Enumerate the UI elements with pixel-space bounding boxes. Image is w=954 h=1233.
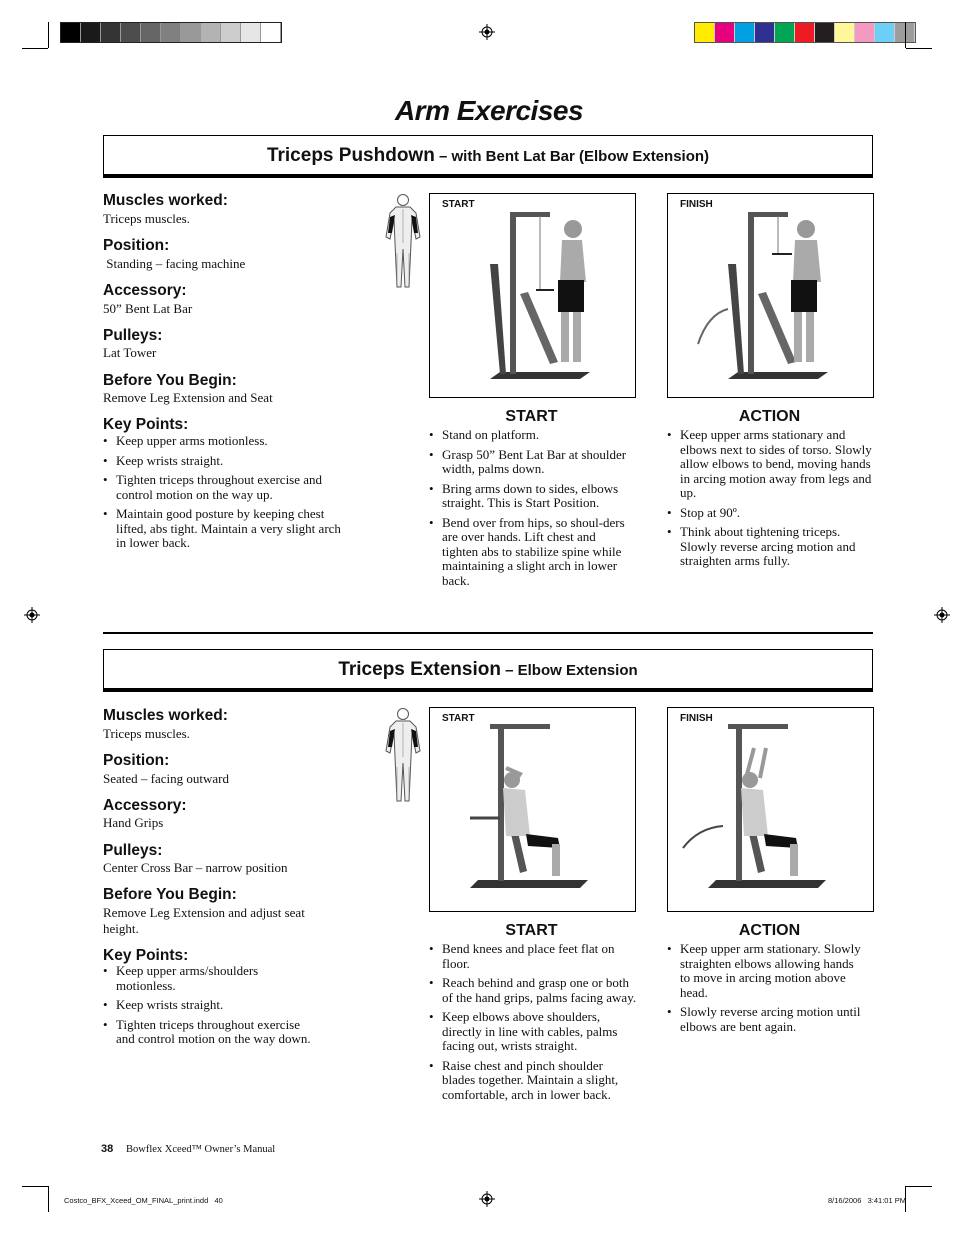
position-label: Position:	[103, 752, 170, 769]
file-slug: Costco_BFX_Xceed_OM_FINAL_print.indd 40	[64, 1196, 223, 1205]
section-divider	[103, 632, 873, 634]
color-swatch	[855, 23, 875, 42]
crop-mark	[22, 48, 48, 49]
manual-title: Bowflex Xceed™ Owner’s Manual	[126, 1144, 276, 1155]
start-steps-list	[429, 428, 629, 593]
section-title: Triceps Extension	[338, 659, 501, 680]
color-bar	[694, 22, 916, 43]
section-header-triceps-pushdown	[103, 135, 873, 175]
registration-mark-icon	[479, 1191, 495, 1207]
action-heading: ACTION	[738, 922, 801, 939]
crop-mark	[906, 1186, 932, 1187]
exercise-start-illustration	[430, 194, 635, 397]
action-steps-list	[667, 942, 867, 1039]
key-point: • Keep wrists straight.	[103, 454, 348, 469]
action-heading: ACTION	[738, 408, 801, 425]
section-title: Triceps Pushdown	[266, 145, 435, 166]
key-points-list	[103, 434, 348, 556]
color-swatch	[61, 23, 81, 42]
crop-mark	[905, 22, 906, 48]
color-swatch	[775, 23, 795, 42]
action-step: • Think about tightening triceps. Slowly reverse arcing motion and straighten arms fully.	[667, 525, 872, 569]
start-step: • Raise chest and pinch shoulder blades together. Maintain a slight, comfortable, arch in lower back.	[429, 1059, 639, 1103]
key-point: • Tighten triceps throughout exercise and control motion on the way down.	[103, 1018, 313, 1047]
accessory-label: Accessory:	[103, 797, 187, 814]
print-timestamp: 8/16/2006 3:41:01 PM	[828, 1196, 906, 1205]
color-swatch	[141, 23, 161, 42]
color-swatch	[81, 23, 101, 42]
color-swatch	[161, 23, 181, 42]
section-subtitle: – with Bent Lat Bar (Elbow Extension)	[434, 148, 710, 165]
color-swatch	[815, 23, 835, 42]
color-swatch	[735, 23, 755, 42]
color-swatch	[755, 23, 775, 42]
crop-mark	[48, 1186, 49, 1212]
start-step: • Grasp 50” Bent Lat Bar at shoulder width, palms down.	[429, 448, 629, 477]
start-steps-list	[429, 942, 639, 1107]
key-point: • Maintain good posture by keeping chest lifted, abs tight. Maintain a very slight arch in lower back.	[103, 507, 348, 551]
key-point: • Keep upper arms motionless.	[103, 434, 348, 449]
crop-mark	[906, 48, 932, 49]
position-value: Standing – facing machine	[103, 256, 246, 271]
before-you-begin-value: Remove Leg Extension and Seat	[103, 390, 273, 405]
start-step: • Bend knees and place feet flat on floor.	[429, 942, 639, 971]
start-step: • Bend over from hips, so shoul-ders are over hands. Lift chest and tighten abs to stabilize spine while maintaining a slight arch in lower back.	[429, 516, 629, 589]
start-photo	[429, 707, 636, 912]
color-swatch	[875, 23, 895, 42]
registration-mark-icon	[479, 24, 495, 40]
pulleys-value: Lat Tower	[103, 345, 157, 360]
pulleys-label: Pulleys:	[103, 327, 163, 344]
action-step: • Keep upper arm stationary. Slowly straighten elbows allowing hands to move in arcing motion above head.	[667, 942, 867, 1000]
registration-mark-icon	[24, 607, 40, 623]
start-step: • Bring arms down to sides, elbows straight. This is Start Position.	[429, 482, 629, 511]
start-heading: START	[505, 408, 558, 425]
photo-tag: START	[442, 713, 475, 724]
registration-mark-icon	[934, 607, 950, 623]
photo-tag: FINISH	[680, 713, 713, 724]
start-step: • Stand on platform.	[429, 428, 629, 443]
key-points-list	[103, 964, 313, 1052]
crop-mark	[22, 1186, 48, 1187]
grayscale-bar	[60, 22, 282, 43]
exercise-finish-illustration	[668, 708, 873, 911]
muscle-diagram-icon	[380, 707, 426, 805]
key-point: • Keep wrists straight.	[103, 998, 313, 1013]
muscles-label: Muscles worked:	[103, 192, 228, 209]
page-title: Arm Exercises	[394, 95, 584, 126]
action-step: • Slowly reverse arcing motion until elbows are bent again.	[667, 1005, 867, 1034]
color-swatch	[121, 23, 141, 42]
color-swatch	[835, 23, 855, 42]
pulleys-value: Center Cross Bar – narrow position	[103, 860, 288, 875]
muscles-value: Triceps muscles.	[103, 211, 190, 226]
photo-tag: START	[442, 199, 475, 210]
accessory-label: Accessory:	[103, 282, 187, 299]
start-step: • Reach behind and grasp one or both of the hand grips, palms facing away.	[429, 976, 639, 1005]
start-step: • Keep elbows above shoulders, directly in line with cables, palms facing out, wrists straight.	[429, 1010, 639, 1054]
key-points-label: Key Points:	[103, 947, 189, 964]
exercise-start-illustration	[430, 708, 635, 911]
position-value: Seated – facing outward	[103, 771, 229, 786]
key-point: • Tighten triceps throughout exercise and control motion on the way up.	[103, 473, 348, 502]
muscles-value: Triceps muscles.	[103, 726, 190, 741]
pulleys-label: Pulleys:	[103, 842, 163, 859]
before-you-begin-value: Remove Leg Extension and adjust seat height.	[103, 905, 305, 936]
accessory-value: 50” Bent Lat Bar	[103, 301, 193, 316]
start-heading: START	[505, 922, 558, 939]
color-swatch	[241, 23, 261, 42]
position-label: Position:	[103, 237, 170, 254]
color-swatch	[201, 23, 221, 42]
before-you-begin-label: Before You Begin:	[103, 886, 237, 903]
photo-tag: FINISH	[680, 199, 713, 210]
finish-photo	[667, 193, 874, 398]
color-swatch	[715, 23, 735, 42]
start-photo	[429, 193, 636, 398]
before-you-begin-label: Before You Begin:	[103, 372, 237, 389]
section-subtitle: – Elbow Extension	[500, 662, 638, 679]
color-swatch	[181, 23, 201, 42]
muscle-diagram-icon	[380, 193, 426, 291]
section-header-triceps-extension	[103, 649, 873, 689]
color-swatch	[695, 23, 715, 42]
key-point: • Keep upper arms/shoulders motionless.	[103, 964, 313, 993]
color-swatch	[795, 23, 815, 42]
color-swatch	[221, 23, 241, 42]
action-steps-list	[667, 428, 872, 574]
page-number: 38	[101, 1143, 114, 1155]
action-step: • Stop at 90º.	[667, 506, 872, 521]
crop-mark	[48, 22, 49, 48]
finish-photo	[667, 707, 874, 912]
color-swatch	[101, 23, 121, 42]
key-points-label: Key Points:	[103, 416, 189, 433]
color-swatch	[261, 23, 281, 42]
muscles-label: Muscles worked:	[103, 707, 228, 724]
action-step: • Keep upper arms stationary and elbows next to sides of torso. Slowly allow elbows to bend, moving hands in arcing motion away from legs and up.	[667, 428, 872, 501]
exercise-finish-illustration	[668, 194, 873, 397]
accessory-value: Hand Grips	[103, 815, 164, 830]
